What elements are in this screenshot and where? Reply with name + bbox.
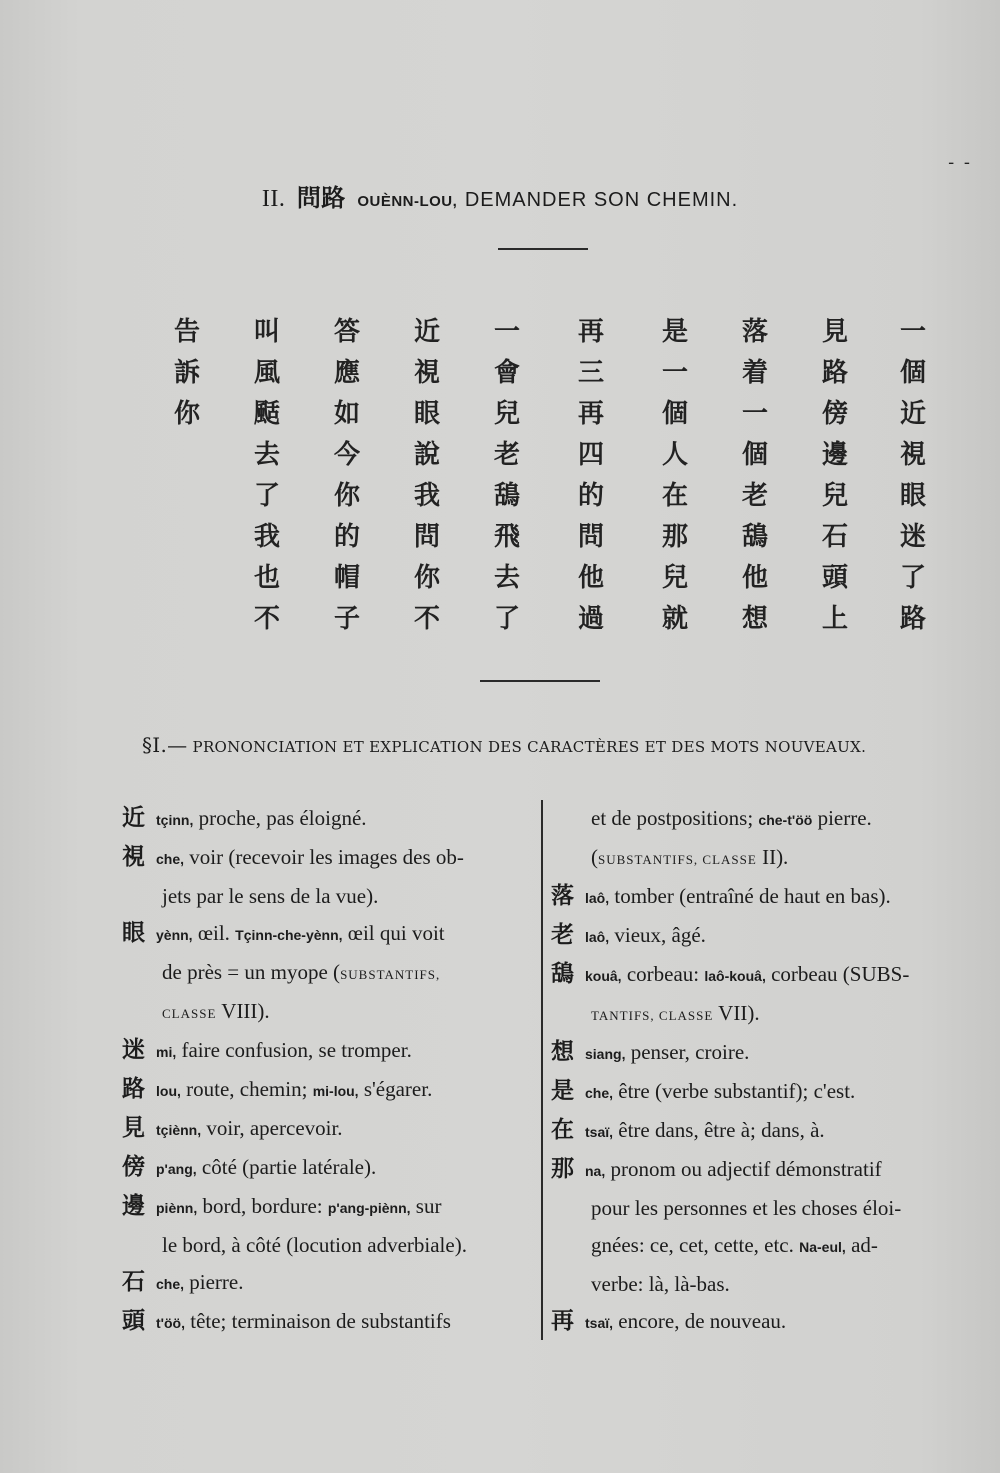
entry-text: penser, croire. — [630, 1040, 750, 1064]
entry-character: 傍 — [122, 1154, 145, 1180]
glossary-continuation — [551, 839, 961, 878]
entry-text: et de postpositions; — [591, 806, 759, 830]
entry-romanization: laô-kouâ, — [704, 968, 766, 984]
entry-romanization: tçiènn, — [156, 1122, 202, 1138]
text-column: 見路傍邊兒石頭上 — [821, 317, 848, 634]
entry-text: pierre. — [189, 1270, 244, 1294]
entry-text: encore, de nouveau. — [618, 1309, 787, 1333]
entry-romanization: p'ang-piènn, — [327, 1200, 411, 1216]
entry-text: le bord, à côté (locution adverbiale). — [162, 1233, 467, 1257]
entry-text: VIII). — [216, 999, 270, 1023]
entry-text: pour les personnes et les choses éloi- — [591, 1196, 902, 1220]
text-column: 告訴你 — [173, 317, 200, 429]
chinese-text — [160, 312, 935, 652]
entry-character: 邊 — [122, 1193, 145, 1219]
glossary-entry — [122, 839, 532, 878]
glossary-continuation — [122, 993, 532, 1032]
entry-character: 在 — [551, 1117, 574, 1143]
glossary-entry — [122, 915, 532, 954]
entry-character: 近 — [122, 805, 145, 831]
entry-character: 路 — [122, 1076, 145, 1102]
section-symbol: §I.— — [142, 733, 188, 757]
glossary-entry — [122, 1264, 532, 1303]
glossary-entry — [122, 1032, 532, 1071]
glossary-entry — [122, 1188, 532, 1227]
entry-character: 迷 — [122, 1037, 145, 1063]
glossary-continuation — [551, 1227, 961, 1266]
entry-romanization: siang, — [585, 1046, 626, 1062]
glossary-continuation — [551, 1266, 961, 1303]
entry-text: faire confusion, se tromper. — [181, 1038, 412, 1062]
lesson-numeral: II. — [261, 186, 286, 212]
entry-character: 鴰 — [551, 961, 574, 987]
entry-text: sur — [415, 1194, 442, 1218]
glossary-left-column — [122, 800, 532, 1342]
entry-romanization: kouâ, — [585, 968, 622, 984]
section-heading-text: PRONONCIATION ET EXPLICATION DES CARACTÈRES ET DES MOTS NOUVEAUX. — [192, 738, 867, 756]
glossary-continuation — [551, 995, 961, 1034]
lesson-romanization: OUÈNN-LOU, — [357, 193, 458, 210]
text-column: 再三再四的問他過 — [577, 317, 604, 634]
entry-romanization: tsaï, — [585, 1124, 614, 1140]
entry-romanization: tsaï, — [585, 1315, 614, 1331]
entry-smallcaps: SUBSTANTIFS, CLASSE — [598, 852, 757, 867]
text-column: 近視眼說我問你不 — [413, 317, 440, 634]
entry-text: bord, bordure: — [202, 1194, 328, 1218]
entry-text: s'égarer. — [363, 1077, 433, 1101]
entry-character: 想 — [551, 1039, 574, 1065]
lesson-title — [0, 178, 1000, 213]
glossary-right-column — [551, 800, 961, 1342]
glossary-entry — [122, 1149, 532, 1188]
entry-romanization: che, — [156, 851, 185, 867]
text-column: 答應如今你的帽子 — [333, 317, 360, 634]
entry-smallcaps: CLASSE — [162, 1006, 217, 1021]
glossary-continuation — [551, 800, 961, 839]
entry-text: jets par le sens de la vue). — [162, 884, 379, 908]
lesson-chinese-title: 問路 — [296, 184, 346, 212]
entry-text: pronom ou adjectif démonstratif — [610, 1157, 882, 1181]
title-rule — [498, 248, 588, 250]
glossary-entry — [551, 956, 961, 995]
text-rule — [480, 680, 600, 682]
glossary-entry — [122, 800, 532, 839]
entry-romanization: che, — [585, 1085, 614, 1101]
text-column: 是一個人在那兒就 — [661, 317, 688, 634]
entry-text: œil. — [197, 921, 236, 945]
entry-romanization: lou, — [156, 1083, 181, 1099]
glossary-continuation — [551, 1190, 961, 1227]
glossary-entry — [551, 1034, 961, 1073]
entry-smallcaps: TANTIFS, CLASSE — [591, 1008, 714, 1023]
entry-text: de près = un myope ( — [162, 960, 341, 984]
entry-romanization: laô, — [585, 890, 610, 906]
entry-romanization: p'ang, — [156, 1161, 197, 1177]
entry-text: être (verbe substantif); c'est. — [618, 1079, 856, 1103]
entry-text: VII). — [713, 1001, 760, 1025]
glossary-entry — [122, 1303, 532, 1342]
entry-text: verbe: là, là-bas. — [591, 1272, 730, 1296]
entry-text: II). — [756, 845, 789, 869]
glossary-entry — [122, 1110, 532, 1149]
entry-romanization: che-t'öö — [758, 812, 813, 828]
glossary-continuation — [122, 1227, 532, 1264]
section-heading — [142, 733, 866, 757]
entry-character: 見 — [122, 1115, 145, 1141]
entry-romanization: na, — [585, 1163, 606, 1179]
entry-text: proche, pas éloigné. — [198, 806, 367, 830]
entry-character: 視 — [122, 844, 145, 870]
entry-character: 眼 — [122, 920, 145, 946]
entry-text: être dans, être à; dans, à. — [618, 1118, 825, 1142]
entry-character: 那 — [551, 1156, 574, 1182]
text-column: 落着一個老鴰他想 — [741, 317, 768, 634]
text-column: 一個近視眼迷了路 — [899, 317, 926, 634]
text-column: 叫風颳去了我也不 — [253, 317, 280, 634]
entry-character: 頭 — [122, 1308, 145, 1334]
text-column: 一會兒老鴰飛去了 — [493, 317, 520, 634]
entry-text: gnées: ce, cet, cette, etc. — [591, 1233, 800, 1257]
entry-text: voir, apercevoir. — [206, 1116, 343, 1140]
glossary-entry — [551, 917, 961, 956]
corner-mark: - - — [948, 152, 972, 173]
glossary-entry — [122, 1071, 532, 1110]
entry-text: ad- — [851, 1233, 878, 1257]
entry-text: vieux, âgé. — [614, 923, 706, 947]
glossary-entry — [551, 1112, 961, 1151]
entry-romanization: laô, — [585, 929, 610, 945]
entry-character: 是 — [551, 1078, 574, 1104]
entry-character: 石 — [122, 1269, 145, 1295]
entry-text: tête; terminaison de substantifs — [190, 1309, 451, 1333]
glossary-continuation — [122, 878, 532, 915]
entry-romanization: piènn, — [156, 1200, 198, 1216]
column-divider — [541, 800, 543, 1340]
entry-character: 老 — [551, 922, 574, 948]
glossary-continuation — [122, 954, 532, 993]
entry-character: 再 — [551, 1308, 574, 1334]
entry-romanization: yènn, — [156, 927, 193, 943]
entry-text: voir (recevoir les images des ob- — [189, 845, 464, 869]
glossary-entry — [551, 878, 961, 917]
entry-character: 落 — [551, 883, 574, 909]
entry-romanization: Na-eul, — [799, 1239, 846, 1255]
glossary-entry — [551, 1151, 961, 1190]
entry-romanization: tçinn, — [156, 812, 194, 828]
entry-romanization: t'öö, — [156, 1315, 185, 1331]
entry-text: côté (partie latérale). — [201, 1155, 377, 1179]
entry-romanization: che, — [156, 1276, 185, 1292]
glossary-entry — [551, 1073, 961, 1112]
entry-text: route, chemin; — [186, 1077, 313, 1101]
entry-romanization: Tçinn-che-yènn, — [235, 927, 343, 943]
entry-text: ( — [591, 845, 598, 869]
entry-romanization: mi-lou, — [312, 1083, 359, 1099]
entry-text: œil qui voit — [347, 921, 445, 945]
entry-smallcaps: SUBSTANTIFS, — [340, 967, 441, 982]
glossary-entry — [551, 1303, 961, 1342]
entry-romanization: mi, — [156, 1044, 177, 1060]
entry-text: corbeau (SUBS- — [771, 962, 910, 986]
entry-text: tomber (entraîné de haut en bas). — [614, 884, 891, 908]
entry-text: corbeau: — [626, 962, 705, 986]
entry-text: pierre. — [817, 806, 872, 830]
lesson-french-title: DEMANDER SON CHEMIN. — [464, 189, 739, 211]
